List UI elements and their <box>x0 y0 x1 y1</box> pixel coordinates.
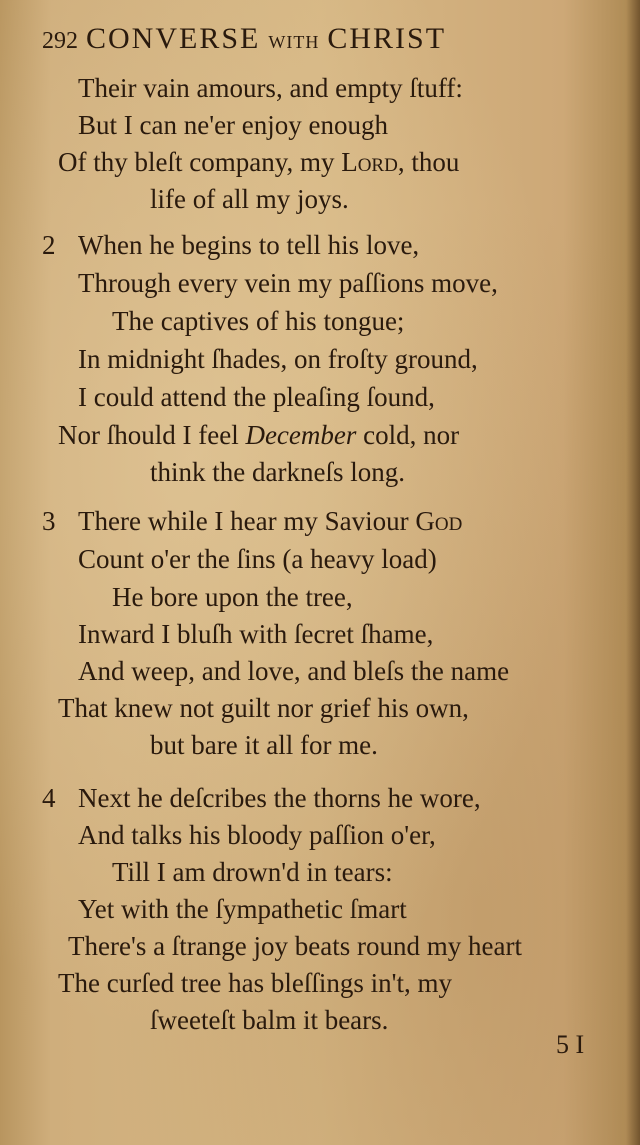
header-title-left: CONVERSE <box>86 22 261 55</box>
verse-line: The curſed tree has bleſſings in't, my <box>58 968 453 998</box>
italic-word: December <box>245 420 357 450</box>
verse-text: , thou <box>397 147 460 177</box>
stanza-number: 3 <box>42 506 56 536</box>
verse-line: Next he deſcribes the thorns he wore, <box>78 783 481 813</box>
catchword: 5 I <box>556 1030 585 1059</box>
verse-line: When he begins to tell his love, <box>78 230 420 260</box>
stanza-number: 4 <box>42 783 56 813</box>
verse-line: but bare it all for me. <box>150 730 378 760</box>
verse-line: And weep, and love, and bleſs the name <box>78 656 510 686</box>
header-title-with: WITH <box>268 32 320 52</box>
page-number: 292 <box>42 28 78 54</box>
verse-line: Their vain amours, and empty ſtuff: <box>78 73 463 103</box>
verse-line: He bore upon the tree, <box>112 582 353 612</box>
verse-line: life of all my joys. <box>150 184 349 214</box>
verse-line: Yet with the ſympathetic ſmart <box>78 894 407 924</box>
running-header <box>42 22 602 56</box>
header-title-right: CHRIST <box>327 22 447 55</box>
verse-line: I could attend the pleaſing ſound, <box>78 382 435 412</box>
verse-line <box>58 144 459 180</box>
verse-line <box>78 503 462 539</box>
verse-line: think the darkneſs long. <box>150 457 405 487</box>
verse-line: That knew not guilt nor grief his own, <box>58 693 469 723</box>
small-caps-word: God <box>415 506 463 536</box>
verse-line <box>58 417 459 453</box>
verse-line: In midnight ſhades, on froſty ground, <box>78 344 478 374</box>
verse-text: Of thy bleſt company, my <box>58 147 342 177</box>
verse-line: Count o'er the ſins (a heavy load) <box>78 544 437 574</box>
verse-text: There while I hear my Saviour <box>78 506 416 536</box>
stanza-number: 2 <box>42 230 56 260</box>
verse-line: There's a ſtrange joy beats round my heart <box>68 931 522 961</box>
verse-line: Through every vein my paſſions move, <box>78 268 498 298</box>
verse-line: The captives of his tongue; <box>112 306 405 336</box>
verse-line: But I can ne'er enjoy enough <box>78 110 389 140</box>
verse-line: Inward I bluſh with ſecret ſhame, <box>78 619 434 649</box>
verse-text: cold, nor <box>356 420 460 450</box>
verse-line: And talks his bloody paſſion o'er, <box>78 820 436 850</box>
verse-line: ſweeteſt balm it bears. <box>150 1005 389 1035</box>
verse-line: Till I am drown'd in tears: <box>112 857 393 887</box>
small-caps-word: Lord <box>341 147 398 177</box>
verse-text: Nor ſhould I feel <box>58 420 246 450</box>
